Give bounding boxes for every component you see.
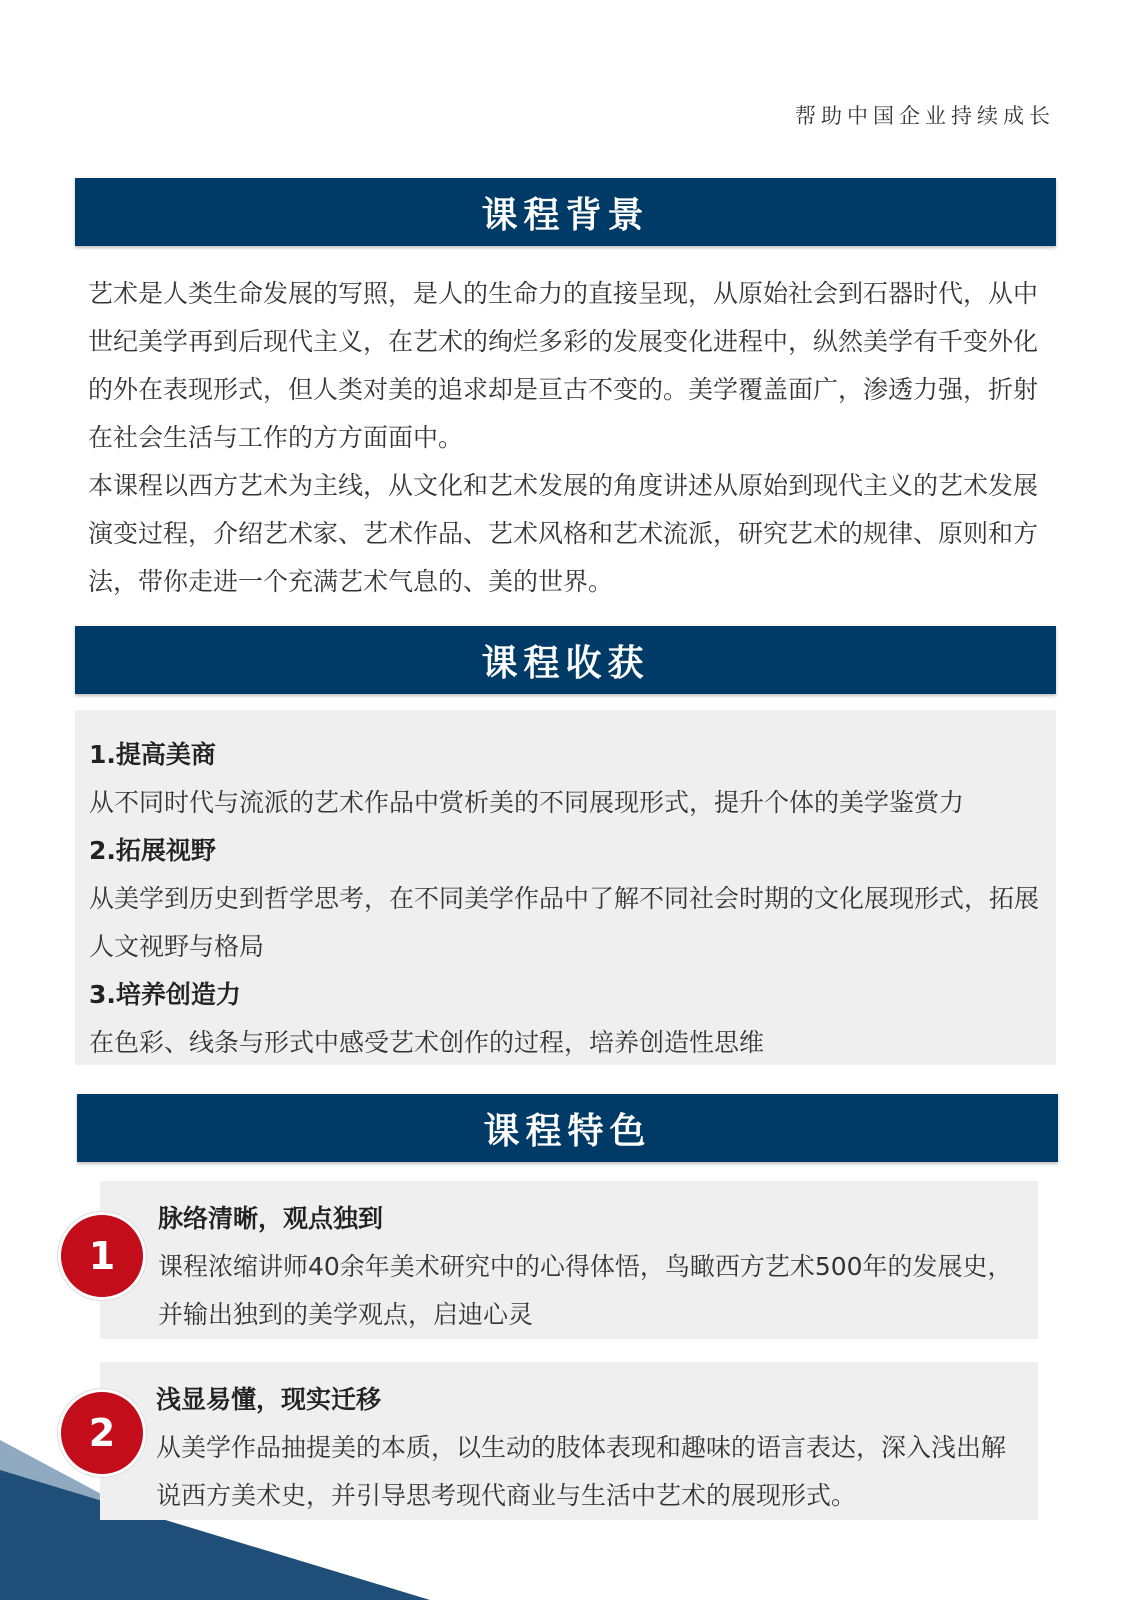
tagline: 帮助中国企业持续成长 bbox=[795, 104, 1055, 128]
feature-desc: 课程浓缩讲师40余年美术研究中的心得体悟，鸟瞰西方艺术500年的发展史，并输出独到的美学观点，启迪心灵 bbox=[158, 1252, 1013, 1329]
background-paragraph: 艺术是人类生命发展的写照，是人的生命力的直接呈现，从原始社会到石器时代，从中世纪美学再到后现代主义，在艺术的绚烂多彩的发展变化进程中，纵然美学有千变外化的外在表现形式，但人类对美的追求却是亘古不变的。美学覆盖面广，渗透力强，折射在社会生活与工作的方方面面中。 bbox=[88, 279, 1039, 452]
gain-title: 1.提高美商 bbox=[89, 740, 216, 769]
gains-box bbox=[75, 710, 1056, 1065]
feature-card bbox=[100, 1181, 1038, 1339]
background-paragraph: 本课程以西方艺术为主线，从文化和艺术发展的角度讲述从原始到现代主义的艺术发展演变过程，介绍艺术家、艺术作品、艺术风格和艺术流派，研究艺术的规律、原则和方法，带你走进一个充满艺术气息的、美的世界。 bbox=[88, 471, 1039, 596]
feature-desc: 从美学作品抽提美的本质，以生动的肢体表现和趣味的语言表达，深入浅出解说西方美术史，并引导思考现代商业与生活中艺术的展现形式。 bbox=[156, 1433, 1007, 1510]
background-text bbox=[88, 270, 1048, 606]
section-header-background: 课程背景 bbox=[75, 178, 1056, 246]
gain-title: 2.拓展视野 bbox=[89, 836, 216, 865]
feature-title: 浅显易懂，现实迁移 bbox=[156, 1385, 382, 1414]
section-header-features: 课程特色 bbox=[77, 1094, 1058, 1162]
gain-desc: 在色彩、线条与形式中感受艺术创作的过程，培养创造性思维 bbox=[89, 1028, 765, 1057]
feature-number-badge: 2 bbox=[58, 1389, 146, 1477]
section-header-gains: 课程收获 bbox=[75, 626, 1056, 694]
feature-title: 脉络清晰，观点独到 bbox=[158, 1204, 384, 1233]
gain-title: 3.培养创造力 bbox=[89, 980, 241, 1009]
feature-number-badge: 1 bbox=[58, 1212, 146, 1300]
feature-card bbox=[100, 1362, 1038, 1520]
gain-desc: 从美学到历史到哲学思考，在不同美学作品中了解不同社会时期的文化展现形式，拓展人文视野与格局 bbox=[89, 884, 1040, 961]
gain-desc: 从不同时代与流派的艺术作品中赏析美的不同展现形式，提升个体的美学鉴赏力 bbox=[89, 788, 965, 817]
